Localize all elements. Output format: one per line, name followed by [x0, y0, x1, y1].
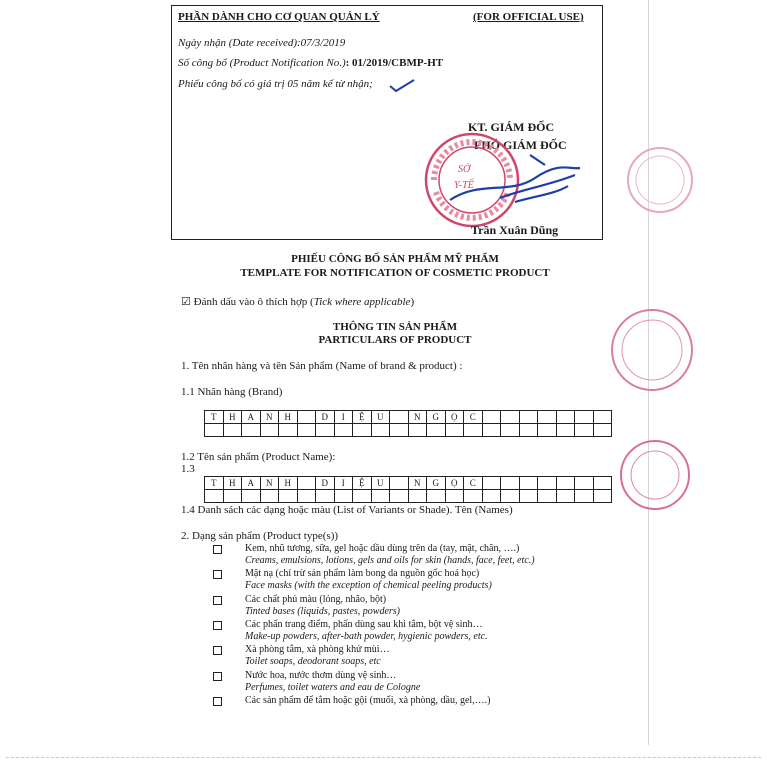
product-name-cell: [520, 490, 539, 503]
notification-number: Số công bố (Product Notification No.): 01/2019/CBMP-HT: [178, 57, 444, 69]
signature-icon: [440, 150, 590, 220]
brand-cell: I: [335, 411, 354, 424]
tick-note: ☑ Đánh dấu vào ô thích hợp (Tick where applicable): [181, 296, 415, 308]
product-name-grid: [204, 476, 612, 503]
official-header-left: PHẦN DÀNH CHO CƠ QUAN QUẢN LÝ: [178, 11, 380, 23]
brand-cell: G: [427, 411, 446, 424]
official-header-right: (FOR OFFICIAL USE): [473, 11, 584, 23]
product-name-cell: [372, 490, 391, 503]
brand-cell: [279, 424, 298, 437]
product-name-cell: [557, 490, 576, 503]
brand-cell: [224, 424, 243, 437]
brand-cell: T: [205, 411, 224, 424]
brand-cell: N: [409, 411, 428, 424]
brand-cell: H: [224, 411, 243, 424]
product-name-cell: [224, 490, 243, 503]
product-type-checkbox[interactable]: [213, 545, 222, 554]
brand-cell: [575, 411, 594, 424]
product-name-cell: A: [242, 477, 261, 490]
product-name-cell: [390, 490, 409, 503]
particulars-vn: THÔNG TIN SẢN PHẨM: [332, 321, 458, 333]
product-name-cell: [261, 490, 280, 503]
brand-cell: [520, 424, 539, 437]
title-vn: PHIẾU CÔNG BỐ SẢN PHẨM MỸ PHẨM: [291, 253, 499, 265]
product-name-cell: [353, 490, 372, 503]
product-name-cell: [594, 490, 613, 503]
product-name-cell: [446, 490, 465, 503]
brand-cell: Ệ: [353, 411, 372, 424]
brand-cell: A: [242, 411, 261, 424]
product-name-cell: [298, 490, 317, 503]
particulars-en: PARTICULARS OF PRODUCT: [318, 334, 472, 346]
product-name-cell: N: [261, 477, 280, 490]
brand-cell: [390, 411, 409, 424]
product-type-en: Toilet soaps, deodorant soaps, etc: [245, 656, 381, 668]
brand-cell: [538, 424, 557, 437]
product-name-cell: [409, 490, 428, 503]
brand-cell: C: [464, 411, 483, 424]
signer-title-2: PHÓ GIÁM ĐỐC: [474, 138, 567, 152]
product-type-vn: Các sản phẩm để tắm hoặc gội (muối, xà phòng, dầu, gel,….): [245, 694, 491, 706]
product-name-cell: [557, 477, 576, 490]
brand-cell: U: [372, 411, 391, 424]
validity-note: Phiếu công bố có giá trị 05 năm kể từ nhận;: [178, 78, 373, 90]
product-type-checkbox[interactable]: [213, 596, 222, 605]
product-name-cell: [279, 490, 298, 503]
product-name-cell: I: [335, 477, 354, 490]
product-type-en: Tinted bases (liquids, pastes, powders): [245, 605, 401, 617]
brand-grid: [204, 410, 612, 437]
product-name-cell: [520, 477, 539, 490]
brand-cell: [390, 424, 409, 437]
product-type-checkbox[interactable]: [213, 672, 222, 681]
brand-cell: [501, 424, 520, 437]
brand-cell: [372, 424, 391, 437]
brand-cell: [520, 411, 539, 424]
brand-cell: [501, 411, 520, 424]
brand-cell: [483, 424, 502, 437]
section-2: 2. Dạng sản phẩm (Product type(s)): [181, 530, 339, 542]
product-type-checkbox[interactable]: [213, 697, 222, 706]
brand-cell: [427, 424, 446, 437]
product-type-vn: Xà phòng tắm, xà phòng khử mùi…: [245, 644, 390, 656]
brand-cell: [298, 411, 317, 424]
product-type-en: Perfumes, toilet waters and eau de Cologne: [245, 681, 421, 693]
product-name-cell: [205, 490, 224, 503]
product-type-vn: Mặt nạ (chỉ trừ sản phẩm làm bong da nguồn gốc hoá học): [245, 568, 480, 580]
section-1-2: 1.2 Tên sản phẩm (Product Name):: [181, 451, 336, 463]
product-type-en: Creams, emulsions, lotions, gels and oils for skin (hands, face, feet, etc.): [245, 555, 535, 566]
product-name-cell: H: [279, 477, 298, 490]
product-name-cell: [483, 490, 502, 503]
product-type-checkbox[interactable]: [213, 646, 222, 655]
product-name-cell: [427, 490, 446, 503]
product-type-vn: Các phấn trang điểm, phấn dùng sau khi tắm, bột vệ sinh…: [245, 618, 483, 630]
brand-cell: Ọ: [446, 411, 465, 424]
brand-cell: [335, 424, 354, 437]
brand-cell: H: [279, 411, 298, 424]
product-name-cell: D: [316, 477, 335, 490]
product-name-cell: N: [409, 477, 428, 490]
brand-cell: [557, 424, 576, 437]
product-name-cell: T: [205, 477, 224, 490]
product-name-cell: [594, 477, 613, 490]
section-1-1: 1.1 Nhãn hàng (Brand): [181, 386, 283, 398]
product-name-cell: [538, 490, 557, 503]
section-1-4: 1.4 Danh sách các dạng hoặc màu (List of Variants or Shade). Tên (Names): [181, 504, 513, 516]
product-name-cell: [464, 490, 483, 503]
product-type-vn: Các chất phủ màu (lỏng, nhão, bột): [245, 593, 387, 605]
product-name-cell: [242, 490, 261, 503]
product-name-cell: [538, 477, 557, 490]
brand-cell: [464, 424, 483, 437]
product-name-cell: [575, 490, 594, 503]
brand-cell: [316, 424, 335, 437]
product-name-cell: Ọ: [446, 477, 465, 490]
product-name-cell: [483, 477, 502, 490]
brand-cell: [446, 424, 465, 437]
check-mark-icon: [388, 78, 416, 94]
product-name-cell: Ệ: [353, 477, 372, 490]
product-name-cell: [390, 477, 409, 490]
product-type-en: Face masks (with the exception of chemical peeling products): [245, 580, 492, 592]
brand-cell: [594, 424, 613, 437]
brand-cell: [242, 424, 261, 437]
product-name-cell: U: [372, 477, 391, 490]
product-name-cell: [316, 490, 335, 503]
date-received: Ngày nhận (Date received):07/3/2019: [178, 37, 346, 49]
brand-cell: N: [261, 411, 280, 424]
product-name-cell: [335, 490, 354, 503]
brand-cell: [205, 424, 224, 437]
signer-title-1: KT. GIÁM ĐỐC: [468, 120, 555, 134]
product-name-cell: G: [427, 477, 446, 490]
brand-cell: D: [316, 411, 335, 424]
product-name-cell: [298, 477, 317, 490]
seal-text-2: Y-TẾ: [454, 180, 474, 191]
brand-cell: [298, 424, 317, 437]
seal-text-1: SỞ: [458, 164, 471, 175]
brand-cell: [483, 411, 502, 424]
product-name-cell: C: [464, 477, 483, 490]
product-name-cell: [575, 477, 594, 490]
product-type-en: Make-up powders, after-bath powder, hygienic powders, etc.: [245, 630, 488, 642]
brand-cell: [557, 411, 576, 424]
product-type-checkbox[interactable]: [213, 621, 222, 630]
product-type-vn: Nước hoa, nước thơm dùng vệ sinh…: [245, 669, 397, 681]
section-1-3: 1.3: [181, 463, 195, 475]
signer-name: Trần Xuân Dũng: [471, 223, 559, 237]
product-type-checkbox[interactable]: [213, 570, 222, 579]
product-name-cell: H: [224, 477, 243, 490]
frame-divider: [6, 757, 761, 759]
product-type-vn: Kem, nhũ tương, sữa, gel hoặc dầu dùng trên da (tay, mặt, chân, ….): [245, 543, 520, 554]
product-name-cell: [501, 490, 520, 503]
product-name-cell: [501, 477, 520, 490]
brand-cell: [261, 424, 280, 437]
brand-cell: [409, 424, 428, 437]
title-en: TEMPLATE FOR NOTIFICATION OF COSMETIC PRODUCT: [240, 267, 550, 279]
ticked-box-icon: ☑: [181, 296, 191, 308]
brand-cell: [353, 424, 372, 437]
section-1: 1. Tên nhãn hàng và tên Sản phẩm (Name of brand & product) :: [181, 360, 463, 372]
brand-cell: [538, 411, 557, 424]
brand-cell: [594, 411, 613, 424]
brand-cell: [575, 424, 594, 437]
